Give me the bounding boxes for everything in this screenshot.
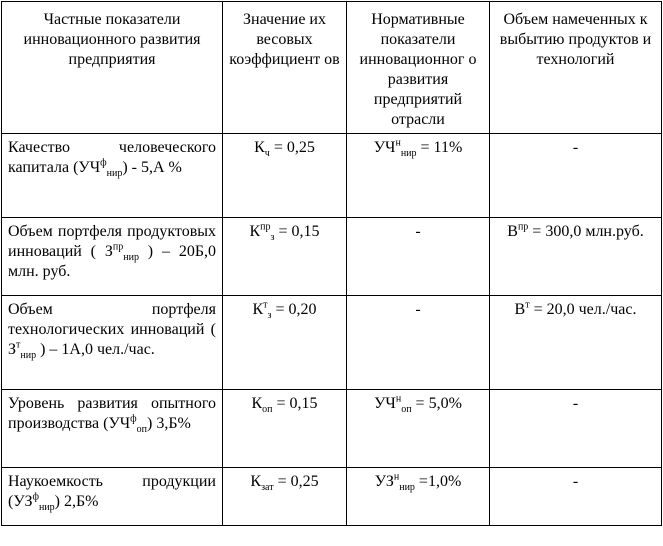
table-row	[2, 134, 662, 218]
norm-cell: $УЧ^н_{нир} = 11\%$	[347, 134, 490, 218]
norm-cell: $УЗ^н_{нир} =1,0\%$	[347, 468, 490, 526]
header-weights: Значение их весовых коэффициент ов	[223, 2, 347, 134]
norm-cell: $УЧ^н_{оп} = 5,0\%$	[347, 390, 490, 468]
volume-cell: $В^{пр} = 300,0$ млн.руб.	[490, 218, 662, 296]
volume-cell: -	[490, 134, 662, 218]
weight-cell: $К^{пр}_з = 0,15$	[223, 218, 347, 296]
indicator-cell: Наукоемкость продукции $(УЗ^ф_{нир})$ 2,Б%	[2, 468, 223, 526]
header-row	[2, 2, 662, 134]
norm-cell: -	[347, 296, 490, 390]
volume-cell: $В^т = 20,0$ чел./час.	[490, 296, 662, 390]
weight-cell: $К_{оп} = 0,15$	[223, 390, 347, 468]
innovation-indicators-table	[1, 1, 662, 526]
table-row	[2, 390, 662, 468]
weight-cell: $К_ч = 0,25$	[223, 134, 347, 218]
header-volume: Объем намеченных к выбытию продуктов и технологий	[490, 2, 662, 134]
header-indicators: Частные показатели инновационного развития предприятия	[2, 2, 223, 134]
header-norms: Нормативные показатели инновационног о развития предприятий отрасли	[347, 2, 490, 134]
indicator-cell: Объем портфеля продуктовых инноваций ( $З^{пр}_{нир}$ ) – 20Б,0 млн. руб.	[2, 218, 223, 296]
indicator-cell: Качество человеческого капитала $(УЧ^ф_{нир}) - 5,А$ %	[2, 134, 223, 218]
table-row	[2, 468, 662, 526]
weight-cell: $К_{зат} = 0,25$	[223, 468, 347, 526]
indicator-cell: Уровень развития опытного производства $(УЧ^ф_{оп})$ 3,Б%	[2, 390, 223, 468]
weight-cell: $К^т_з = 0,20$	[223, 296, 347, 390]
volume-cell: -	[490, 468, 662, 526]
table-row	[2, 218, 662, 296]
volume-cell: -	[490, 390, 662, 468]
indicator-cell: Объем портфеля технологических инноваций ( $З^т_{нир}$ ) – 1А,0 чел./час.	[2, 296, 223, 390]
table-row	[2, 296, 662, 390]
norm-cell: -	[347, 218, 490, 296]
